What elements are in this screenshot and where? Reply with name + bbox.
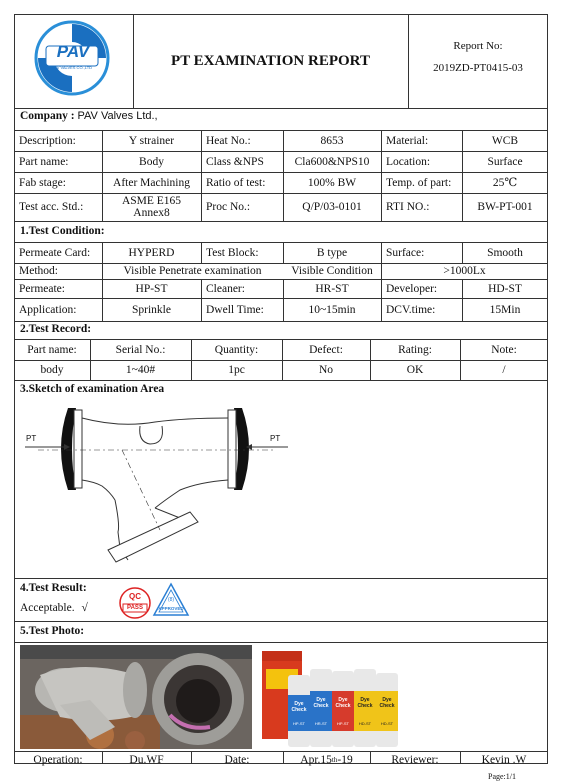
dwell-time-value: 10~15min (308, 303, 356, 316)
dcv-time-label: DCV.time: (386, 303, 436, 316)
check-mark: √ (81, 602, 88, 614)
fab-stage-label: Fab stage: (19, 176, 66, 189)
developer-label: Developer: (386, 282, 438, 295)
rec-serial: 1~40# (125, 364, 156, 376)
test-block-value: B type (316, 246, 348, 259)
test-block-label: Test Block: (206, 246, 259, 259)
proc-no-label: Proc No.: (206, 201, 251, 213)
qc-pass-stamp (118, 586, 152, 620)
can-label-5: Dye Check (379, 697, 395, 709)
date-main: Apr.15 (300, 754, 332, 766)
permeate-label: Permeate: (19, 282, 65, 295)
ratio-label: Ratio of test: (206, 176, 266, 189)
date-tail: -19 (337, 754, 353, 766)
can-code-1: HP-ST (293, 721, 305, 726)
permeate-value: HP-ST (135, 282, 168, 295)
y-strainer-sketch (20, 400, 295, 575)
rec-quantity: 1pc (228, 364, 245, 376)
ratio-value: 100% BW (307, 176, 357, 189)
rti-no-value: BW-PT-001 (477, 201, 533, 213)
sketch-title: 3.Sketch of examination Area (20, 383, 165, 395)
report-no: 2019ZD-PT0415-03 (433, 62, 523, 74)
approved-stamp-top: (8) (167, 597, 175, 603)
page-number: Page:1/1 (488, 772, 516, 781)
cleaner-label: Cleaner: (206, 282, 245, 295)
result-value (20, 602, 88, 614)
acceptable-text: Acceptable. (20, 602, 75, 614)
test-record-title: 2.Test Record: (20, 323, 92, 335)
method-value: Visible Penetrate examination (123, 265, 262, 277)
rec-rating-header: Rating: (398, 343, 432, 356)
pt-left-label: PT (26, 434, 37, 443)
visible-condition-value: >1000Lx (443, 265, 486, 277)
location-label: Location: (386, 155, 431, 168)
permeate-card-value: HYPERD (128, 246, 175, 259)
surface-value: Smooth (487, 246, 523, 259)
class-nps-value: Cla600&NPS10 (294, 155, 370, 168)
part-name-label: Part name: (19, 155, 69, 168)
strainer-photo (20, 645, 252, 749)
can-code-5: HD-ST (380, 721, 394, 726)
application-label: Application: (19, 303, 77, 316)
qc-stamp-top: QC (129, 592, 141, 601)
material-value: WCB (491, 134, 519, 147)
rec-defect-header: Defect: (309, 343, 343, 356)
rec-defect: No (318, 364, 334, 376)
material-label: Material: (386, 134, 429, 147)
permeate-card-label: Permeate Card: (19, 246, 91, 259)
can-label-1: Dye Check (291, 701, 307, 713)
rec-serial-header: Serial No.: (115, 343, 166, 356)
cleaner-value: HR-ST (315, 282, 349, 295)
logo-small-text: PAV VALVES CO.,LTD (51, 65, 93, 70)
rec-rating: OK (406, 364, 424, 376)
rti-no-label: RTI NO.: (386, 201, 430, 213)
heat-no-value: 8653 (320, 134, 344, 147)
description-label: Description: (19, 134, 76, 147)
company-logo (30, 20, 114, 96)
date-label: Date: (224, 754, 250, 766)
test-condition-title: 1.Test Condition: (20, 225, 105, 237)
application-value: Sprinkle (132, 303, 171, 316)
can-label-2: Dye Check (313, 697, 329, 709)
company-row (20, 110, 158, 128)
temp-value: 25℃ (492, 176, 518, 189)
test-photo-title: 5.Test Photo: (20, 625, 85, 637)
fab-stage-value: After Machining (113, 176, 190, 189)
can-label-3: Dye Check (335, 697, 351, 709)
operation-label: Operation: (33, 754, 83, 766)
qc-stamp-bottom: PASS (127, 605, 143, 611)
date-sup: th (331, 756, 338, 764)
logo-text: PAV (56, 42, 90, 61)
location-value: Surface (487, 155, 523, 168)
developer-value: HD-ST (488, 282, 522, 295)
dcv-time-value: 15Min (489, 303, 521, 316)
report-no-label: Report No: (453, 40, 503, 52)
test-result-title: 4.Test Result: (20, 582, 87, 594)
test-std-value: ASME E165 Annex8 (121, 195, 182, 219)
proc-no-value: Q/P/03-0101 (302, 201, 362, 213)
heat-no-label: Heat No.: (206, 134, 251, 147)
temp-label: Temp. of part: (386, 176, 452, 189)
company-value: PAV Valves Ltd., (77, 110, 158, 122)
class-nps-label: Class &NPS (206, 155, 264, 168)
rec-note: / (502, 364, 506, 376)
reviewer-value: Kevin .W (481, 754, 527, 766)
can-code-2: HR-ST (314, 721, 328, 726)
rec-note-header: Note: (491, 343, 517, 356)
visible-condition-label: Visible Condition (291, 265, 373, 277)
rec-part-name-header: Part name: (27, 343, 77, 356)
date-value (283, 752, 370, 768)
rec-part-name: body (40, 364, 64, 376)
surface-label: Surface: (386, 246, 425, 259)
report-title: PT EXAMINATION REPORT (171, 53, 370, 69)
approved-stamp-bottom: APPROVED (158, 606, 184, 611)
operation-value: Du.WF (129, 754, 164, 766)
dye-check-photo (258, 645, 408, 749)
reviewer-label: Reviewer: (391, 754, 439, 766)
method-label: Method: (19, 265, 58, 277)
company-label: Company : (20, 110, 75, 122)
dwell-time-label: Dwell Time: (206, 303, 264, 316)
description-value: Y strainer (128, 134, 175, 147)
test-std-label: Test acc. Std.: (19, 201, 84, 213)
can-label-4: Dye Check (357, 697, 373, 709)
pt-right-label: PT (270, 434, 281, 443)
part-name-value: Body (139, 155, 164, 168)
can-code-3: HP-ST (337, 721, 349, 726)
rec-quantity-header: Quantity: (214, 343, 259, 356)
approved-stamp (152, 582, 190, 618)
can-code-4: HD-ST (358, 721, 372, 726)
